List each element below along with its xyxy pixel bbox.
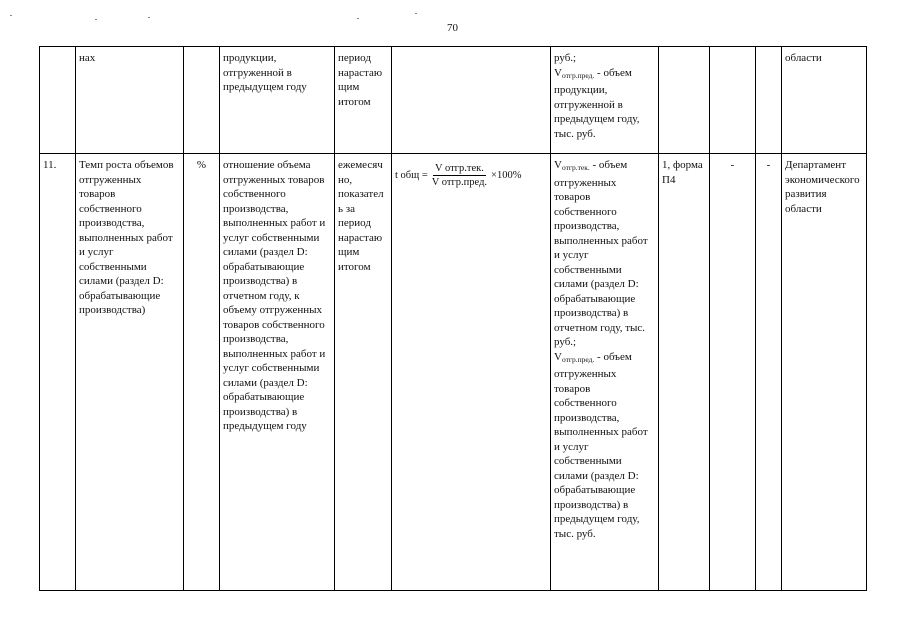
cell-period: период нарастающим итогом <box>335 47 392 154</box>
cell-name: нах <box>76 47 184 154</box>
cell-num <box>40 47 76 154</box>
cell-name: Темп роста объемов отгруженных товаров собственного производства, выполненных работ и услуг собственными силами (раздел D: обрабатывающие производства) <box>76 154 184 591</box>
cell-responsible: Департамент экономического развития области <box>782 154 867 591</box>
cell-definition: отношение объема отгруженных товаров собственного производства, выполненных работ и услуг собственными силами (раздел D: обрабатывающие производства) в отчетном году, к объему отгруженных товаров собственного производства, выполненных работ и услуг собственными силами (раздел D: обрабатывающие производства) в предыдущем году <box>220 154 335 591</box>
scan-speck <box>415 13 417 14</box>
formula-multiplier: ×100% <box>491 169 522 181</box>
formula-equals: = <box>421 169 428 181</box>
variable-subscript: отгр.пред. <box>561 354 595 364</box>
variable-symbol: V <box>554 350 562 363</box>
indicator-table <box>39 46 867 591</box>
cell-c9: - <box>710 154 756 591</box>
variable-description: - объем отгруженных товаров собственного производства, выполненных работ и услуг собственными силами (раздел D: обрабатывающие производства) в предыдущем году, тыс. руб. <box>554 350 648 540</box>
formula-numerator: V отгр.тек. <box>434 163 484 174</box>
table-row-continuation <box>40 47 867 154</box>
scan-speck <box>95 19 97 20</box>
formula-lhs: t общ <box>395 169 420 181</box>
variable-subscript: отгр.пред. <box>561 70 595 80</box>
scan-speck <box>357 18 359 19</box>
formula-denominator: V отгр.пред. <box>431 177 488 188</box>
cell-source <box>659 47 710 154</box>
cell-formula <box>392 47 551 154</box>
cell-num: 11. <box>40 154 76 591</box>
cell-definition: продукции, отгруженной в предыдущем году <box>220 47 335 154</box>
cell-formula <box>392 154 551 591</box>
cell-responsible: области <box>782 47 867 154</box>
cell-unit: % <box>184 154 220 591</box>
cell-c10 <box>756 47 782 154</box>
cell-source: 1, форма П4 <box>659 154 710 591</box>
cell-c9 <box>710 47 756 154</box>
formula-fraction <box>430 163 489 189</box>
variables-unit-line: руб.; <box>554 52 577 64</box>
growth-rate-formula <box>395 158 547 189</box>
table-row-indicator-11 <box>40 154 867 591</box>
page-number: 70 <box>447 22 458 34</box>
cell-c10: - <box>756 154 782 591</box>
scan-speck <box>10 15 12 16</box>
variable-description: - объем продукции, отгруженной в предыдущем году, тыс. руб. <box>554 66 640 140</box>
cell-period: ежемесячно, показатель за период нарастающим итогом <box>335 154 392 591</box>
cell-variables <box>551 154 659 591</box>
cell-unit <box>184 47 220 154</box>
cell-variables <box>551 47 659 154</box>
variable-symbol: V <box>554 66 562 79</box>
variable-symbol: V <box>554 159 562 171</box>
variable-description: - объем отгруженных товаров собственного производства, выполненных работ и услуг собственными силами (раздел D: обрабатывающие производства) в отчетном году, тыс. руб.; <box>554 159 648 348</box>
scan-speck <box>148 17 150 18</box>
variable-subscript: отгр.тек. <box>561 163 590 172</box>
